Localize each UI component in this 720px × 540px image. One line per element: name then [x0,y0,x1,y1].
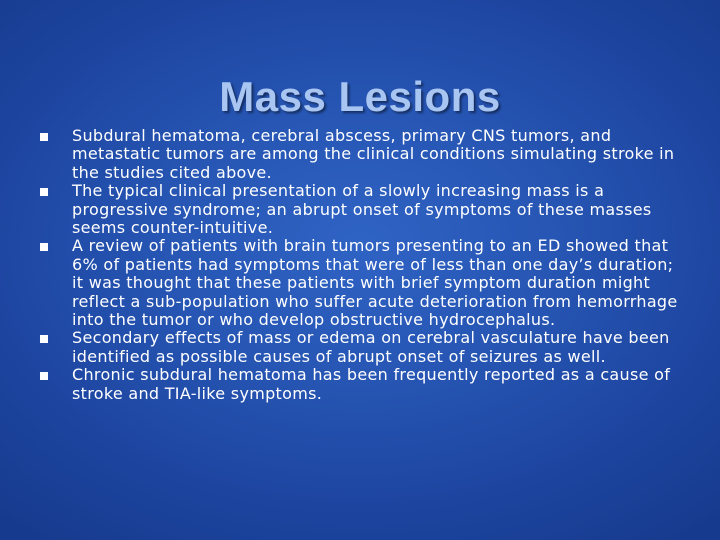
bullet-list [40,127,690,403]
bullet-text: Secondary effects of mass or edema on cerebral vasculature have been identified as possible causes of abrupt onset of seizures as well. [72,328,670,366]
square-bullet-icon [40,243,48,251]
bullet-item [40,329,690,366]
square-bullet-icon [40,133,48,141]
square-bullet-icon [40,335,48,343]
bullet-text: Subdural hematoma, cerebral abscess, primary CNS tumors, and metastatic tumors are among the clinical conditions simulating stroke in the studies cited above. [72,126,675,182]
slide-title: Mass Lesions [219,73,501,121]
bullet-text: A review of patients with brain tumors presenting to an ED showed that 6% of patients had symptoms that were of less than one day’s duration; it was thought that these patients with brief symptom duration might reflect a sub-population who suffer acute deterioration from hemorrhage into the tumor or who develop obstructive hydrocephalus. [72,236,678,330]
bullet-item [40,127,690,182]
square-bullet-icon [40,372,48,380]
square-bullet-icon [40,188,48,196]
bullet-text: The typical clinical presentation of a slowly increasing mass is a progressive syndrome; an abrupt onset of symptoms of these masses seems counter-intuitive. [72,181,652,238]
bullet-item [40,182,690,237]
bullet-text: Chronic subdural hematoma has been frequently reported as a cause of stroke and TIA-like symptoms. [72,365,671,403]
bullet-item [40,237,690,329]
bullet-item [40,366,690,403]
